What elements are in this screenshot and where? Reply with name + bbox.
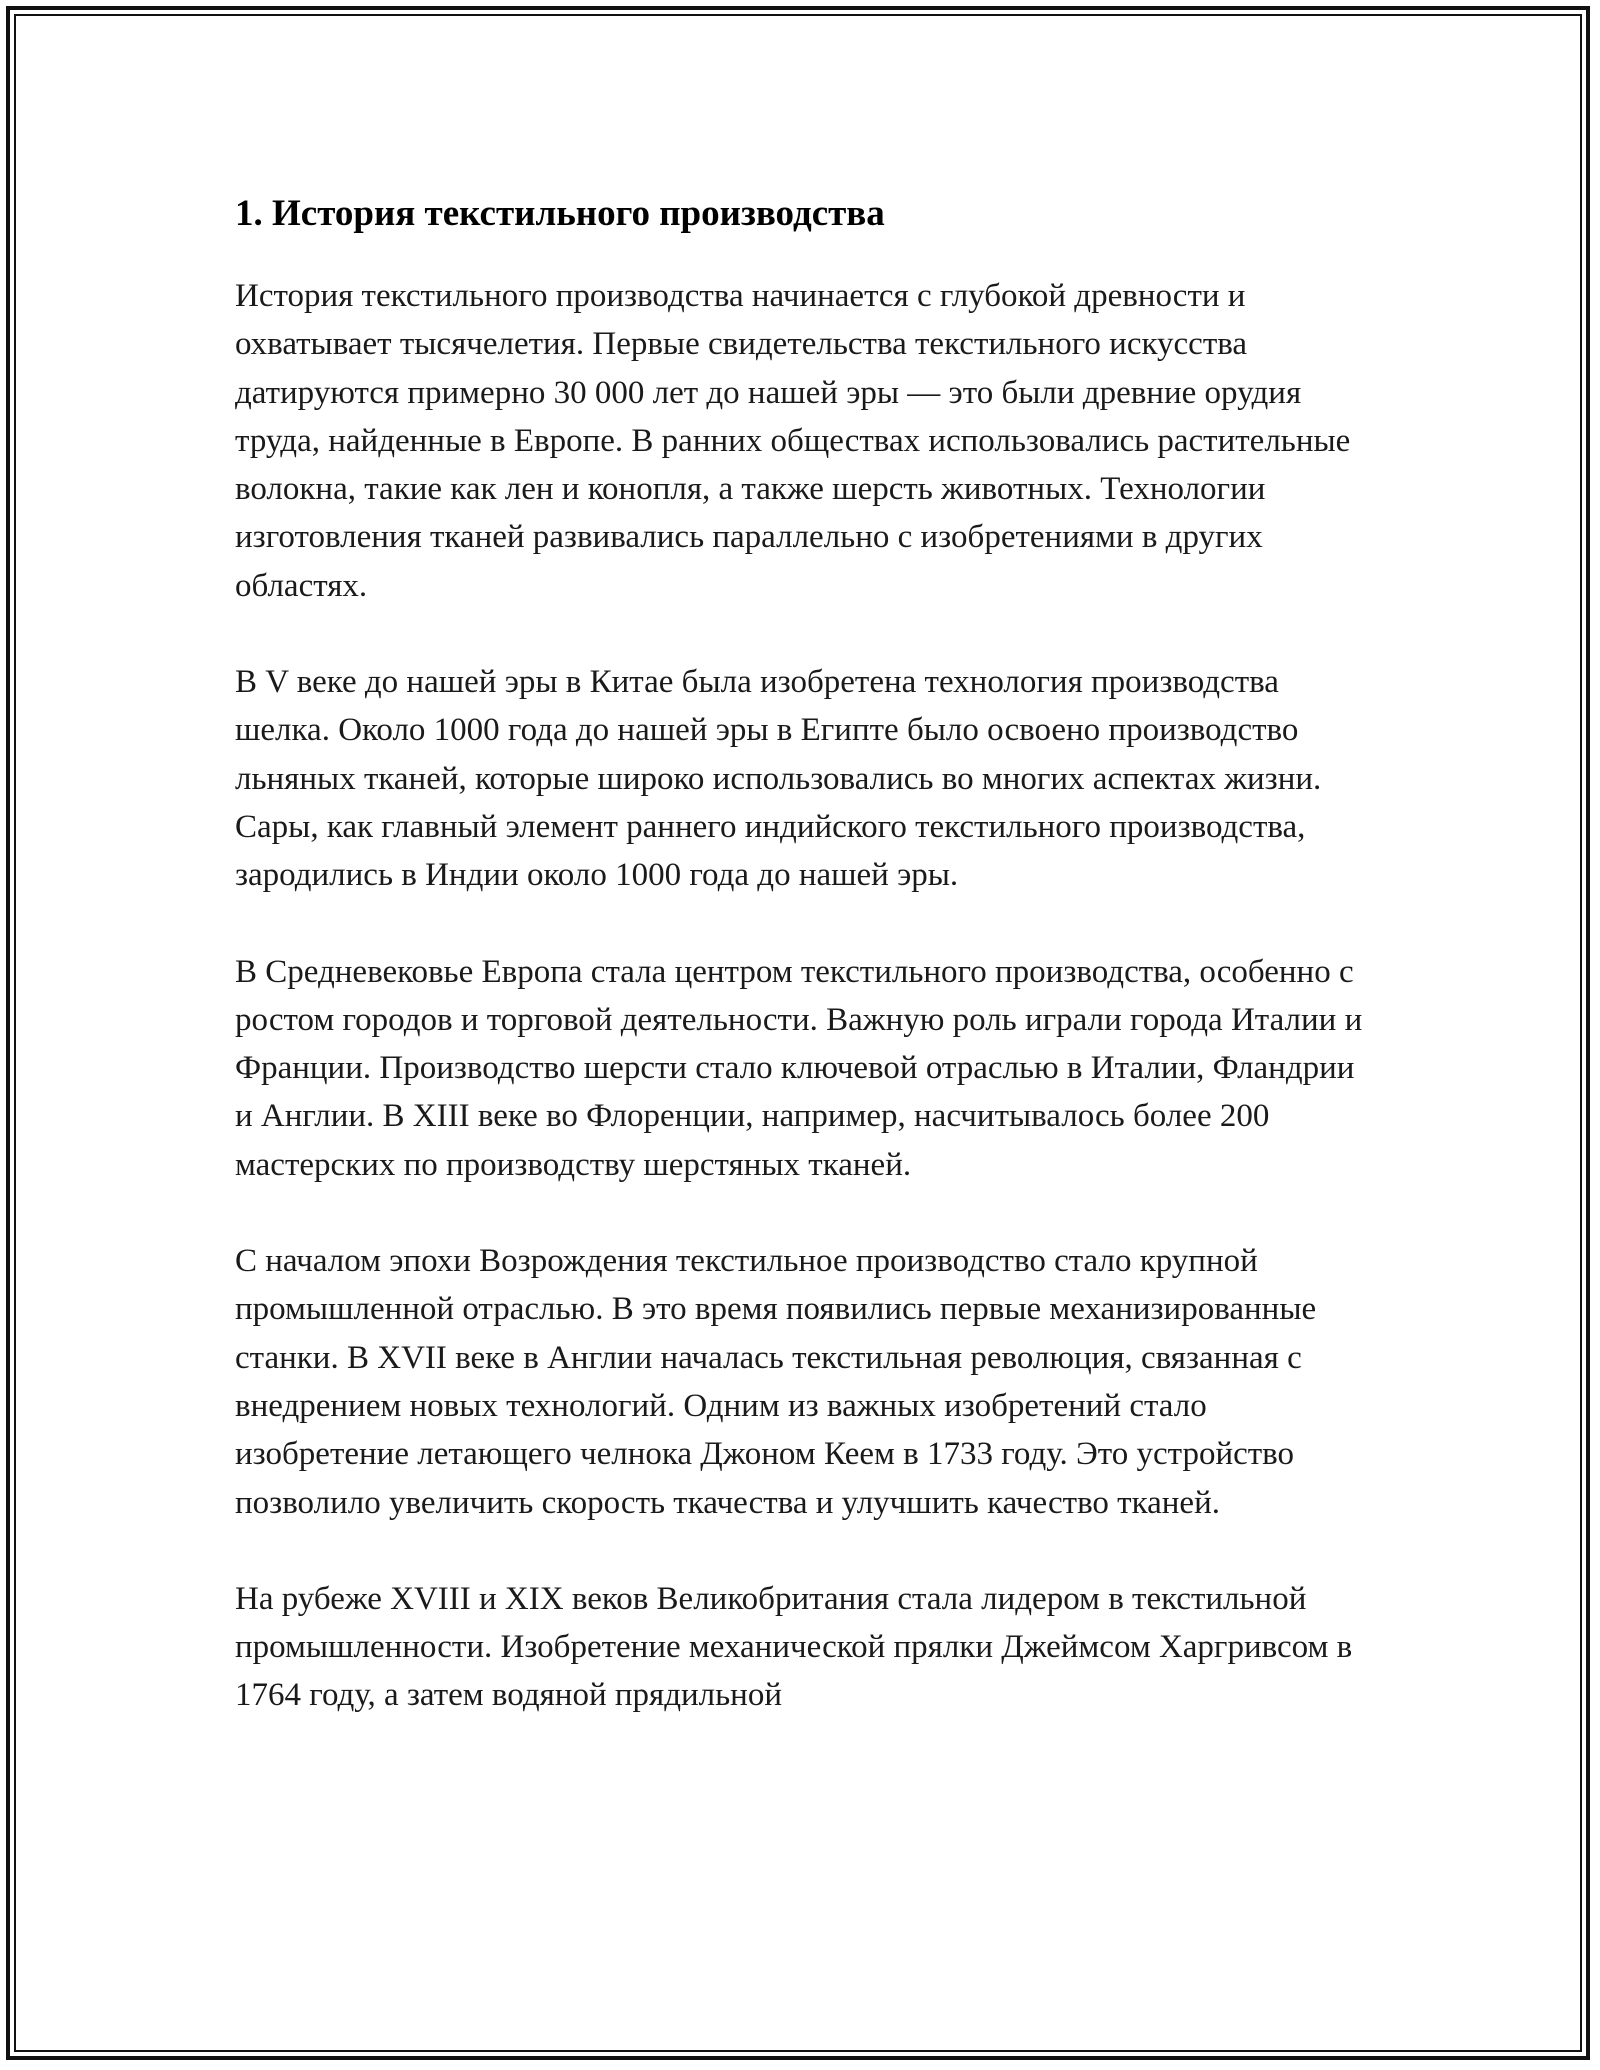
paragraph-5: На рубеже XVIII и XIX веков Великобритания стала лидером в текстильной промышленности. Изобретение механической прялки Джеймсом Харгривсом в 1764 году, а затем водяной прядильной [235, 1580, 1353, 1714]
paragraph-2: В V веке до нашей эры в Китае была изобретена технология производства шелка. Около 1000 года до нашей эры в Египте было освоено производство льняных тканей, которые широко использовались во многих аспектах жизни. Сары, как главный элемент раннего индийского текстильного производства, зародились в Индии около 1000 года до нашей эры. [235, 664, 1322, 894]
paragraph-4: С началом эпохи Возрождения текстильное производство стало крупной промышленной отраслью. В это время появились первые механизированные станки. В XVII веке в Англии началась текстильная революция, связанная с внедрением новых технологий. Одним из важных изобретений стало изобретение летающего челнока Джоном Кеем в 1733 году. Это устройство позволило увеличить скорость ткачества и улучшить качество тканей. [235, 1243, 1317, 1521]
section-heading: 1. История текстильного производства [235, 193, 885, 234]
document-content [235, 186, 1375, 1768]
paragraph-1: История текстильного производства начинается с глубокой древности и охватывает тысячелетия. Первые свидетельства текстильного искусства датируются примерно 30 000 лет до нашей эры — это были древние орудия труда, найденные в Европе. В ранних обществах использовались растительные волокна, такие как лен и конопля, а также шерсть животных. Технологии изготовления тканей развивались параллельно с изобретениями в других областях. [235, 278, 1351, 604]
paragraph-3: В Средневековье Европа стала центром текстильного производства, особенно с ростом городов и торговой деятельности. Важную роль играли города Италии и Франции. Производство шерсти стало ключевой отраслью в Италии, Фландрии и Англии. В XIII веке во Флоренции, например, насчитывалось более 200 мастерских по производству шерстяных тканей. [235, 953, 1363, 1183]
